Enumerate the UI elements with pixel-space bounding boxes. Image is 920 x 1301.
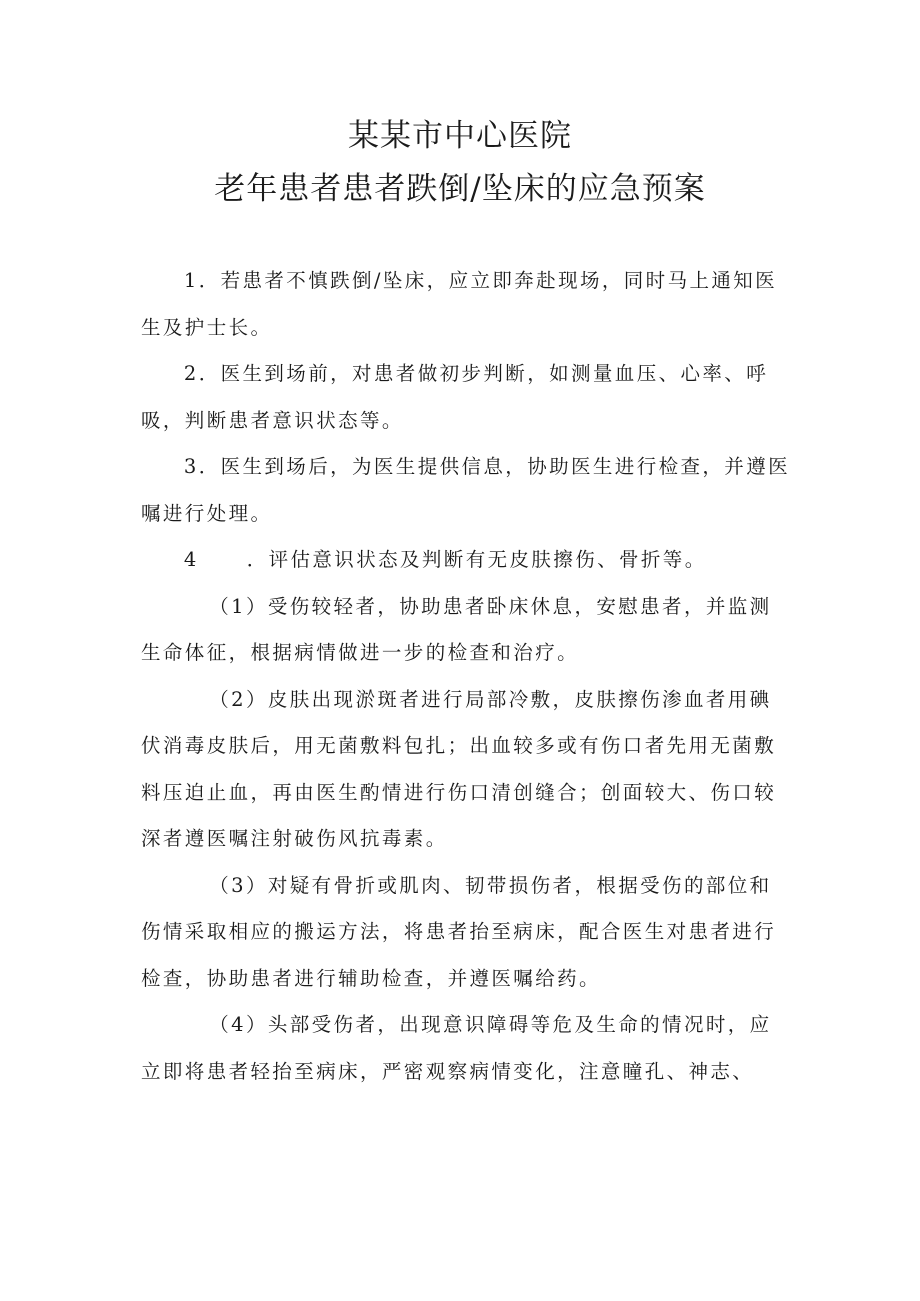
paragraph-step-2: 2．医生到场前，对患者做初步判断，如测量血压、心率、呼吸，判断患者意识状态等。 [141,362,769,432]
paragraph-sub-1: （1）受伤较轻者，协助患者卧床休息，安慰患者，并监测生命体征，根据病情做进一步的检查和治疗。 [141,594,772,664]
paragraph-sub-2: （2）皮肤出现淤斑者进行局部冷敷，皮肤擦伤渗血者用碘伏消毒皮肤后，用无菌敷料包扎；出血较多或有伤口者先用无菌敷料压迫止血，再由医生酌情进行伤口清创缝合；创面较大、伤口较深者遵医嘱注射破伤风抗毒素。 [141,687,777,850]
step-4-text: ．评估意识状态及判断有无皮肤擦伤、骨折等。 [246,548,707,571]
paragraph-step-4 [141,537,791,584]
plan-title: 老年患者患者跌倒/坠床的应急预案 [214,171,706,207]
step-4-number: 4 [183,548,199,571]
paragraph-step-3: 3．医生到场后，为医生提供信息，协助医生进行检查，并遵医嘱进行处理。 [141,455,790,525]
document-body [141,258,791,1095]
paragraph-sub-4: （4）头部受伤者，出现意识障碍等危及生命的情况时，应立即将患者轻抬至病床，严密观察病情变化，注意瞳孔、神志、 [141,1013,772,1083]
paragraph-step-1: 1．若患者不慎跌倒/坠床，应立即奔赴现场，同时马上通知医生及护士长。 [141,269,778,339]
paragraph-sub-3: （3）对疑有骨折或肌肉、韧带损伤者，根据受伤的部位和伤情采取相应的搬运方法，将患者抬至病床，配合医生对患者进行检查，协助患者进行辅助检查，并遵医嘱给药。 [141,873,777,990]
hospital-name-title: 某某市中心医院 [348,118,572,154]
